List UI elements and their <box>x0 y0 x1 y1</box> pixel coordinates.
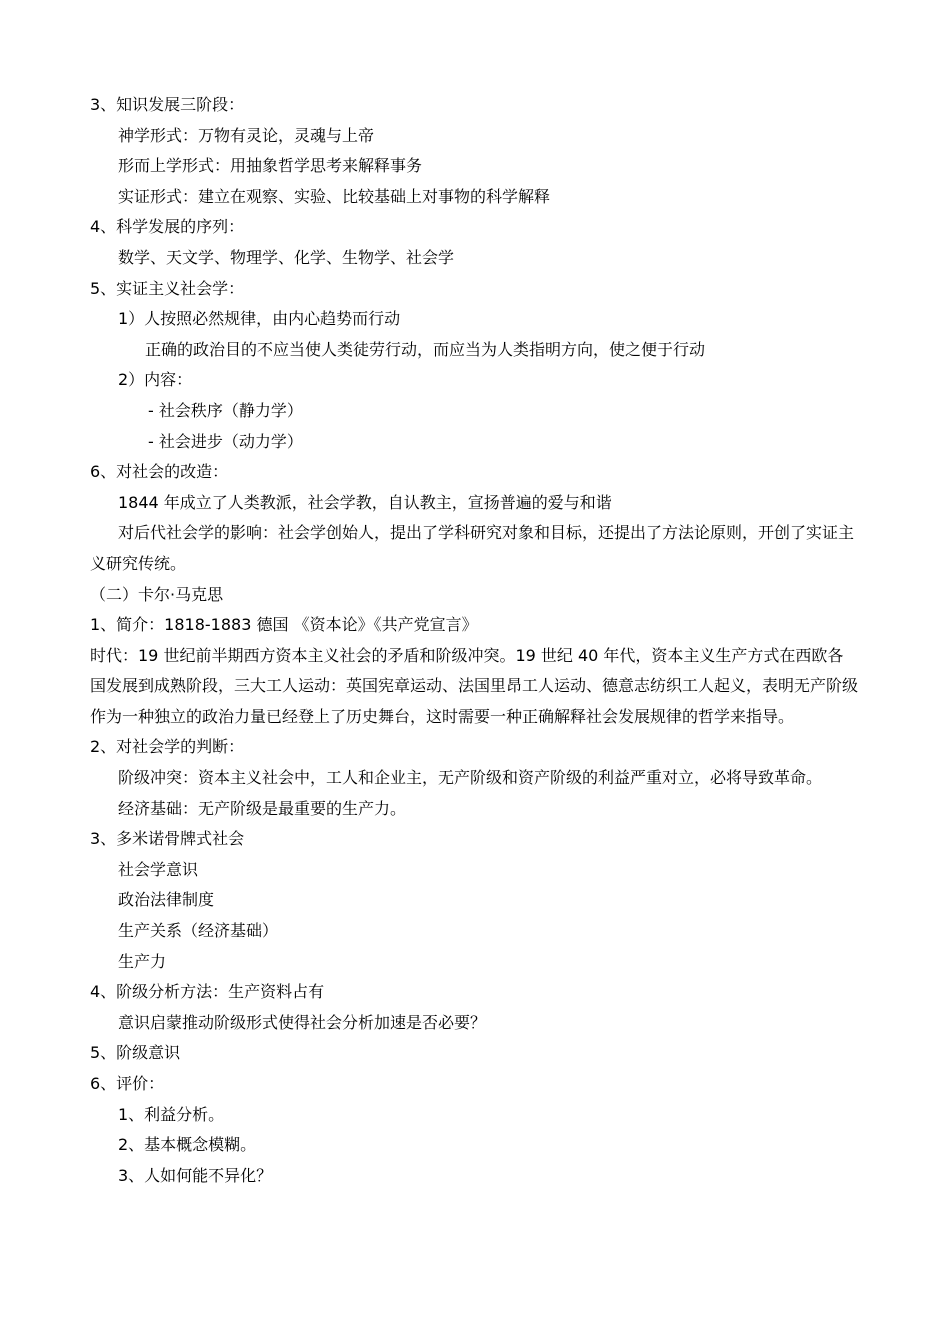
text-social-order: - 社会秩序（静力学） <box>148 400 303 420</box>
heading-social-reform: 6、对社会的改造： <box>90 462 229 482</box>
text-social-consciousness: 社会学意识 <box>118 859 199 879</box>
text-theology-form: 神学形式：万物有灵论，灵魂与上帝 <box>118 125 375 145</box>
text-class-conflict: 阶级冲突：资本主义社会中，工人和企业主，无产阶级和资产阶级的利益严重对立，必将导致革命。 <box>118 768 823 788</box>
text-religion-of-humanity: 1844 年成立了人类教派，社会学教，自认教主，宣扬普遍的爱与和谐 <box>118 492 612 512</box>
text-eval-3: 3、人如何能不异化？ <box>118 1165 273 1185</box>
document-body <box>90 90 858 1191</box>
text-eval-2: 2、基本概念模糊。 <box>118 1135 257 1155</box>
text-relations-of-production: 生产关系（经济基础） <box>118 921 279 941</box>
heading-evaluation: 6、评价： <box>90 1074 165 1093</box>
heading-science-sequence: 4、科学发展的序列： <box>90 217 245 237</box>
text-eval-1: 1、利益分析。 <box>118 1104 225 1124</box>
text-positive-form: 实证形式：建立在观察、实验、比较基础上对事物的科学解释 <box>118 186 551 206</box>
text-science-list: 数学、天文学、物理学、化学、生物学、社会学 <box>118 247 455 267</box>
heading-knowledge-stages: 3、知识发展三阶段： <box>90 95 245 114</box>
text-enlightenment-question: 意识启蒙推动阶级形式使得社会分析加速是否必要？ <box>118 1012 487 1032</box>
text-point-1: 1）人按照必然规律，由内心趋势而行动 <box>118 309 401 329</box>
heading-class-consciousness: 5、阶级意识 <box>90 1043 181 1063</box>
text-influence: 对后代社会学的影响：社会学创始人，提出了学科研究对象和目标，还提出了方法论原则，开创了实证主义研究传统。 <box>90 523 855 573</box>
heading-domino-society: 3、多米诺骨牌式社会 <box>90 829 245 849</box>
heading-positivist-sociology: 5、实证主义社会学： <box>90 278 245 298</box>
text-marx-intro: 1、简介：1818-1883 德国 《资本论》《共产党宣言》 <box>90 615 478 635</box>
text-metaphysics-form: 形而上学形式：用抽象哲学思考来解释事务 <box>118 156 423 176</box>
heading-judgment: 2、对社会学的判断： <box>90 737 245 757</box>
heading-karl-marx: （二）卡尔·马克思 <box>90 584 224 604</box>
text-point-2: 2）内容： <box>118 370 193 390</box>
text-political-legal: 政治法律制度 <box>118 890 215 910</box>
text-marx-era: 时代：19 世纪前半期西方资本主义社会的矛盾和阶级冲突。19 世纪 40 年代，资本主义生产方式在西欧各国发展到成熟阶段，三大工人运动：英国宪章运动、法国里昂工人运动、德意志纺织工人起义，表明无产阶级作为一种独立的政治力量已经登上了历史舞台，这时需要一种正确解释社会发展规律的哲学来指导。 <box>90 645 859 726</box>
text-economic-base: 经济基础：无产阶级是最重要的生产力。 <box>118 798 407 818</box>
text-political-purpose: 正确的政治目的不应当使人类徒劳行动，而应当为人类指明方向，使之便于行动 <box>145 339 706 359</box>
text-social-progress: - 社会进步（动力学） <box>148 431 303 451</box>
text-productive-forces: 生产力 <box>118 951 167 971</box>
heading-class-analysis: 4、阶级分析方法：生产资料占有 <box>90 982 325 1002</box>
